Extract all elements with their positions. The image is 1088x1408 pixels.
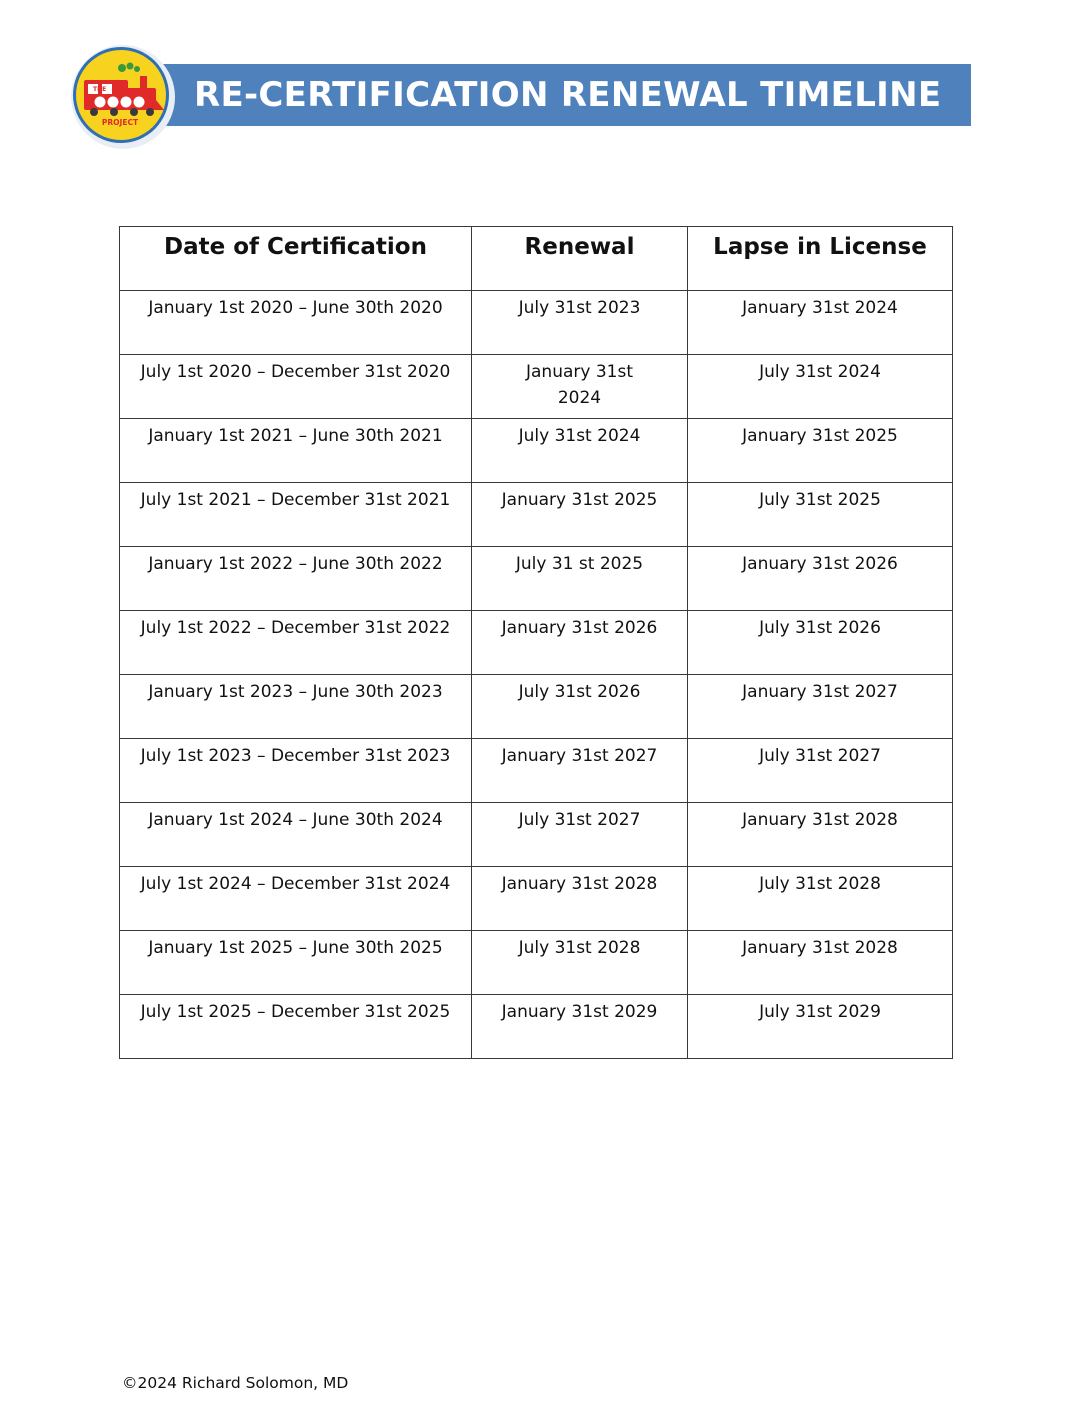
certification-date-cell: July 1st 2023 – December 31st 2023 <box>120 739 472 803</box>
certification-date-cell: July 1st 2022 – December 31st 2022 <box>120 611 472 675</box>
certification-date-cell: January 1st 2021 – June 30th 2021 <box>120 419 472 483</box>
renewal-date-cell: July 31st 2028 <box>472 931 688 995</box>
header-lapse-in-license: Lapse in License <box>688 227 953 291</box>
table-row <box>120 483 953 547</box>
certification-date-cell: July 1st 2024 – December 31st 2024 <box>120 867 472 931</box>
renewal-timeline-table <box>119 226 953 1059</box>
lapse-date-cell: July 31st 2028 <box>688 867 953 931</box>
certification-date-cell: July 1st 2025 – December 31st 2025 <box>120 995 472 1059</box>
certification-date-cell: January 1st 2025 – June 30th 2025 <box>120 931 472 995</box>
renewal-date-cell: July 31st 2024 <box>472 419 688 483</box>
page-title: RE-CERTIFICATION RENEWAL TIMELINE <box>194 75 942 115</box>
renewal-date-cell: January 31st 2024 <box>472 355 688 419</box>
lapse-date-cell: January 31st 2025 <box>688 419 953 483</box>
copyright-footer: ©2024 Richard Solomon, MD <box>122 1374 349 1392</box>
table-row <box>120 547 953 611</box>
lapse-date-cell: January 31st 2026 <box>688 547 953 611</box>
renewal-date-cell: January 31st 2025 <box>472 483 688 547</box>
renewal-date-cell: July 31st 2023 <box>472 291 688 355</box>
table-row <box>120 291 953 355</box>
table-row <box>120 675 953 739</box>
table-row <box>120 931 953 995</box>
table-row <box>120 867 953 931</box>
table-row <box>120 419 953 483</box>
certification-date-cell: July 1st 2021 – December 31st 2021 <box>120 483 472 547</box>
renewal-date-cell: July 31st 2026 <box>472 675 688 739</box>
certification-date-cell: January 1st 2023 – June 30th 2023 <box>120 675 472 739</box>
lapse-date-cell: July 31st 2027 <box>688 739 953 803</box>
lapse-date-cell: January 31st 2028 <box>688 931 953 995</box>
lapse-date-cell: January 31st 2027 <box>688 675 953 739</box>
renewal-date-cell: July 31 st 2025 <box>472 547 688 611</box>
lapse-date-cell: July 31st 2029 <box>688 995 953 1059</box>
certification-date-cell: July 1st 2020 – December 31st 2020 <box>120 355 472 419</box>
play-project-logo <box>70 44 176 150</box>
lapse-date-cell: July 31st 2024 <box>688 355 953 419</box>
certification-date-cell: January 1st 2020 – June 30th 2020 <box>120 291 472 355</box>
svg-text:PROJECT: PROJECT <box>101 118 139 127</box>
lapse-date-cell: July 31st 2026 <box>688 611 953 675</box>
header-date-of-certification: Date of Certification <box>120 227 472 291</box>
renewal-date-cell: January 31st 2027 <box>472 739 688 803</box>
lapse-date-cell: January 31st 2024 <box>688 291 953 355</box>
renewal-date-cell: January 31st 2029 <box>472 995 688 1059</box>
table-row <box>120 995 953 1059</box>
header-renewal: Renewal <box>472 227 688 291</box>
lapse-date-cell: January 31st 2028 <box>688 803 953 867</box>
table-row <box>120 739 953 803</box>
lapse-date-cell: July 31st 2025 <box>688 483 953 547</box>
certification-date-cell: January 1st 2022 – June 30th 2022 <box>120 547 472 611</box>
renewal-date-cell: January 31st 2026 <box>472 611 688 675</box>
certification-date-cell: January 1st 2024 – June 30th 2024 <box>120 803 472 867</box>
renewal-date-cell: January 31st 2028 <box>472 867 688 931</box>
table-row <box>120 611 953 675</box>
table-row <box>120 355 953 419</box>
svg-text:THE: THE <box>93 86 107 93</box>
table-header-row <box>120 227 953 291</box>
renewal-date-cell: July 31st 2027 <box>472 803 688 867</box>
table-row <box>120 803 953 867</box>
